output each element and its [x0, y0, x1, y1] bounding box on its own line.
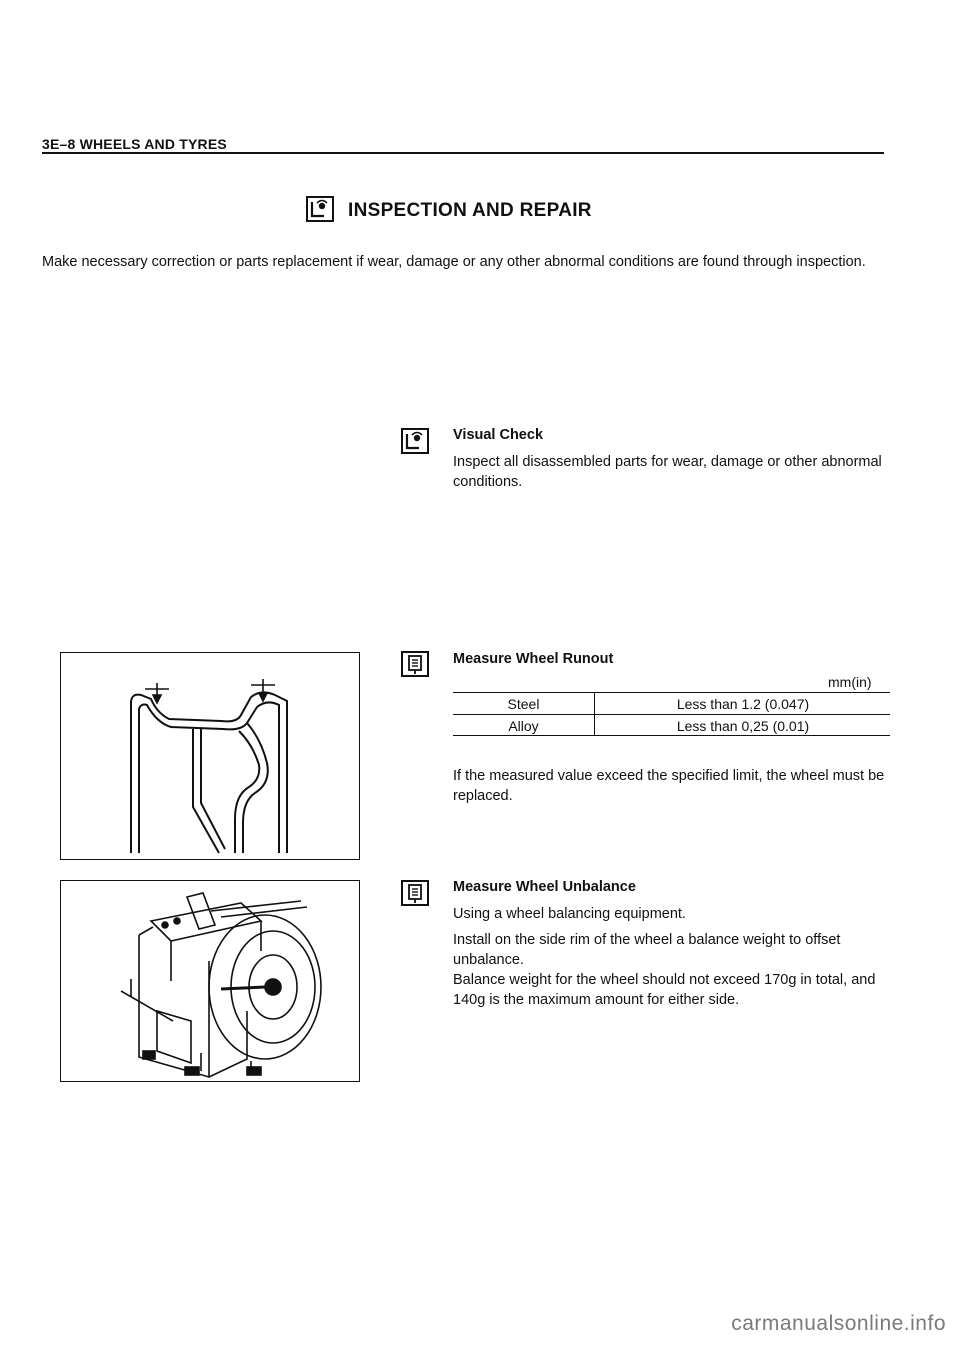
- unbalance-title: Measure Wheel Unbalance: [453, 879, 636, 895]
- inspection-icon: [401, 428, 429, 454]
- runout-row-steel-material: Steel: [507, 696, 540, 712]
- section-intro: Make necessary correction or parts replacement if wear, damage or any other abnormal conditions are found through inspection.: [42, 254, 866, 270]
- wheel-runout-figure: [60, 652, 360, 860]
- visual-check-title: Visual Check: [453, 427, 544, 443]
- runout-unit: mm(in): [828, 674, 872, 690]
- runout-note: If the measured value exceed the specified limit, the wheel must be replaced.: [453, 768, 885, 804]
- unbalance-line-3: Balance weight for the wheel should not exceed 170g in total, and 140g is the maximum amount for either side.: [453, 972, 876, 1008]
- header-rule: [42, 152, 884, 154]
- runout-row-alloy-limit: Less than 0,25 (0.01): [676, 718, 810, 734]
- inspection-icon: [306, 196, 334, 222]
- runout-row-alloy-material: Alloy: [508, 718, 539, 734]
- unbalance-line-2: Install on the side rim of the wheel a balance weight to offset unbalance.: [453, 932, 841, 968]
- page-header-title: 3E–8 WHEELS AND TYRES: [42, 136, 227, 152]
- measure-icon: [401, 651, 429, 677]
- visual-check-text: Inspect all disassembled parts for wear, damage or other abnormal conditions.: [453, 454, 882, 490]
- table-rule-middle: [453, 714, 890, 715]
- runout-title: Measure Wheel Runout: [453, 651, 614, 667]
- watermark-text: carmanualsonline.info: [731, 1312, 946, 1335]
- table-column-divider: [594, 692, 595, 735]
- section-title: INSPECTION AND REPAIR: [348, 200, 592, 221]
- wheel-balancer-figure: [60, 880, 360, 1082]
- measure-icon: [401, 880, 429, 906]
- table-rule-top: [453, 692, 890, 693]
- runout-row-steel-limit: Less than 1.2 (0.047): [676, 696, 810, 712]
- unbalance-line-1: Using a wheel balancing equipment.: [453, 906, 686, 922]
- table-rule-bottom: [453, 735, 890, 736]
